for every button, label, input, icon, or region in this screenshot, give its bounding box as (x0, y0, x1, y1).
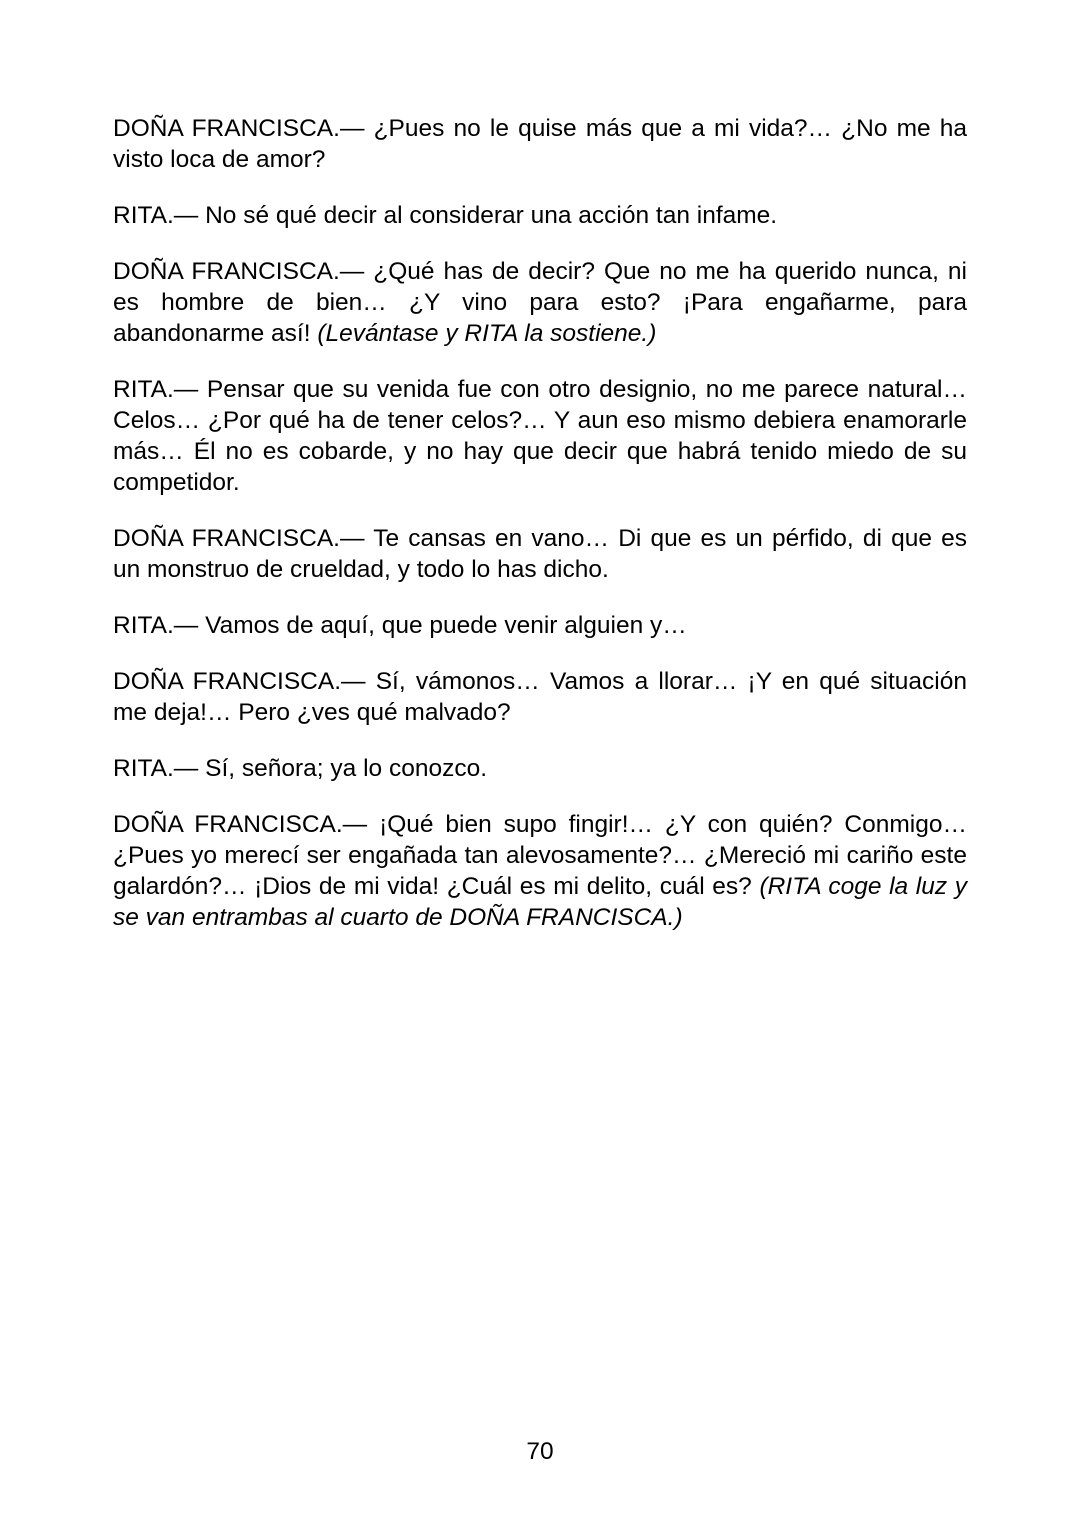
stage-direction: (Levántase y RITA la sostiene.) (317, 320, 657, 347)
speech-text: ¿Pues no le quise más que a mi vida?… ¿No me ha visto loca de amor? (113, 115, 968, 173)
dialogue-body (113, 113, 967, 958)
speech-text: Sí, vámonos… Vamos a llorar… ¡Y en qué situación me deja!… Pero ¿ves qué malvado? (113, 668, 967, 726)
speech-paragraph (113, 113, 967, 175)
speech-text: No sé qué decir al considerar una acción tan infame. (205, 202, 778, 229)
speech-paragraph (113, 610, 967, 641)
speech-paragraph (113, 374, 967, 498)
speech-paragraph (113, 666, 967, 728)
speaker-name: DOÑA FRANCISCA.— (113, 811, 368, 838)
speaker-name: RITA.— (113, 612, 199, 639)
speaker-name: RITA.— (113, 202, 199, 229)
speech-text: Vamos de aquí, que puede venir alguien y… (205, 612, 687, 639)
speech-text: Sí, señora; ya lo conozco. (205, 755, 488, 782)
speech-text: ¿Qué has de decir? Que no me ha querido nunca, ni es hombre de bien… ¿Y vino para esto? ¡Para engañarme, para abandonarme así! (113, 258, 968, 347)
speaker-name: DOÑA FRANCISCA.— (113, 258, 365, 285)
stage-direction: (RITA coge la luz y se van entrambas al cuarto de DOÑA FRANCISCA.) (113, 873, 967, 931)
speech-text: ¡Qué bien supo fingir!… ¿Y con quién? Conmigo… ¿Pues yo merecí ser engañada tan alevosamente?… ¿Mereció mi cariño este galardón?… ¡Dios de mi vida! ¿Cuál es mi delito, cuál es? (113, 811, 967, 900)
speaker-name: DOÑA FRANCISCA.— (113, 668, 366, 695)
speaker-name: RITA.— (113, 376, 199, 403)
speech-paragraph (113, 753, 967, 784)
speech-paragraph (113, 256, 967, 349)
speaker-name: DOÑA FRANCISCA.— (113, 525, 365, 552)
speech-paragraph (113, 809, 967, 933)
speech-text: Pensar que su venida fue con otro designio, no me parece natural… Celos… ¿Por qué ha de tener celos?… Y aun eso mismo debiera enamorarle más… Él no es cobarde, y no hay que decir que habrá tenido miedo de su competidor. (113, 376, 967, 496)
page-number: 70 (526, 1438, 554, 1465)
speech-text: Te cansas en vano… Di que es un pérfido, di que es un monstruo de crueldad, y todo lo has dicho. (113, 525, 967, 583)
speech-paragraph (113, 200, 967, 231)
speaker-name: DOÑA FRANCISCA.— (113, 115, 365, 142)
speech-paragraph (113, 523, 967, 585)
speaker-name: RITA.— (113, 755, 199, 782)
